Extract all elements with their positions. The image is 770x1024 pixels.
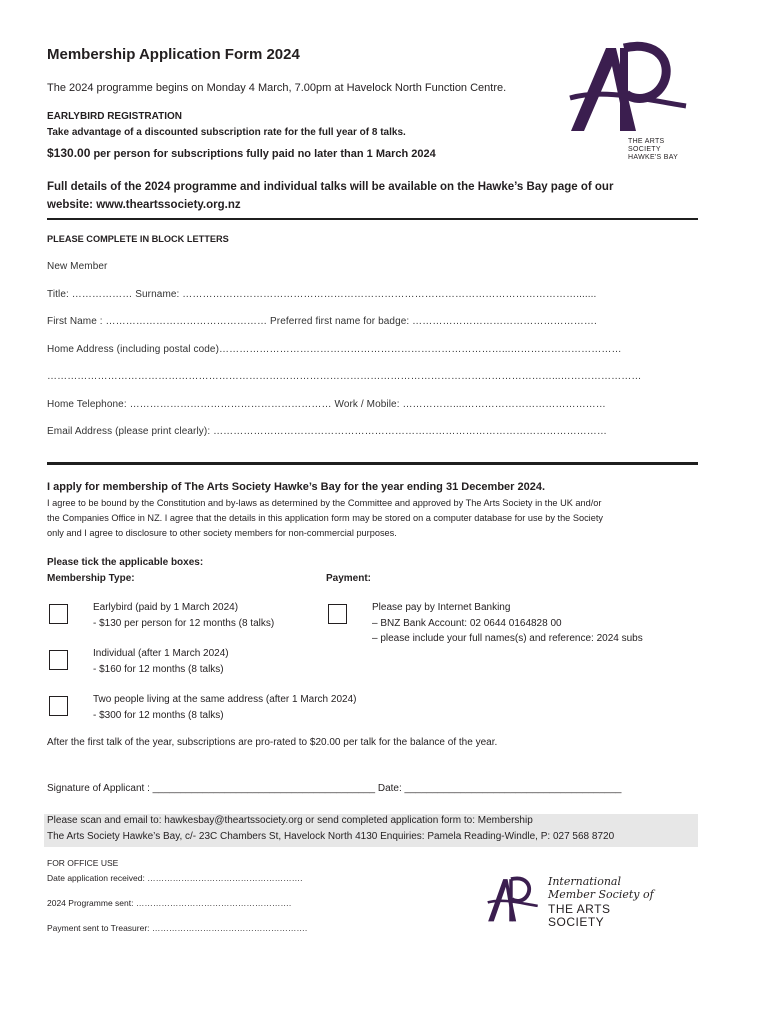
details-line2: website: www.theartssociety.org.nz: [47, 199, 241, 211]
earlybird-price: $130.00: [47, 146, 91, 160]
logo-member-society: Member Society of: [548, 888, 654, 901]
option-two-people-price: - $300 for 12 months (8 talks): [93, 710, 224, 721]
earlybird-price-rest: per person for subscriptions fully paid no later than 1 March 2024: [90, 148, 436, 160]
telephone-field[interactable]: Home Telephone: …………………………………………………… Work / Mobile: ……………....……………………………………: [47, 399, 606, 410]
option-earlybird-title: Earlybird (paid by 1 March 2024): [93, 602, 239, 613]
contact-line1: Please scan and email to: hawkesbay@theartssociety.org or send completed application form to: Membership: [47, 815, 533, 826]
payment-label: Payment:: [326, 573, 372, 584]
payment-reference: – please include your full names(s) and reference: 2024 subs: [372, 633, 643, 644]
divider-top: [47, 218, 698, 220]
payment-method: Please pay by Internet Banking: [372, 602, 511, 613]
arts-society-logo: [566, 36, 696, 166]
arts-society-monogram-small-icon: [484, 874, 544, 930]
earlybird-price-line: [47, 146, 436, 160]
tick-heading: Please tick the applicable boxes:: [47, 557, 204, 568]
internet-banking-checkbox[interactable]: [328, 604, 347, 624]
logo-line1: THE ARTS: [628, 138, 665, 145]
option-two-people-title: Two people living at the same address (after 1 March 2024): [93, 694, 357, 705]
email-field[interactable]: Email Address (please print clearly): ………………………………………………………………………………………………………: [47, 426, 607, 437]
logo-the-arts: THE ARTS: [548, 902, 611, 916]
payment-treasurer-field[interactable]: Payment sent to Treasurer: ……………………………………………….: [47, 923, 308, 933]
new-member-label: New Member: [47, 261, 108, 272]
membership-type-label: Membership Type:: [47, 573, 135, 584]
bank-account: – BNZ Bank Account: 02 0644 0164828 00: [372, 618, 562, 629]
prorata-note: After the first talk of the year, subscriptions are pro-rated to $20.00 per talk for the balance of the year.: [47, 737, 498, 748]
office-use-heading: FOR OFFICE USE: [47, 858, 119, 868]
block-letters-note: PLEASE COMPLETE IN BLOCK LETTERS: [47, 234, 229, 244]
logo-international: International: [548, 875, 621, 888]
logo-society: SOCIETY: [548, 915, 605, 929]
option-earlybird-price: - $130 per person for 12 months (8 talks): [93, 618, 275, 629]
earlybird-checkbox[interactable]: [49, 604, 68, 624]
first-name-field[interactable]: First Name : ………………………………………… Preferred first name for badge: ……………………………………………….: [47, 316, 597, 327]
logo-line2: SOCIETY: [628, 146, 661, 153]
signature-field[interactable]: Signature of Applicant : ________________________________________ Date: _______________________________________: [47, 783, 622, 794]
two-people-checkbox[interactable]: [49, 696, 68, 716]
home-address-field[interactable]: Home Address (including postal code)…………………………………………………………………………...……………………………: [47, 344, 622, 355]
apply-line1: I agree to be bound by the Constitution and by-laws as determined by the Committee and approved by The Arts Society in the UK and/or: [47, 498, 602, 508]
earlybird-line: Take advantage of a discounted subscription rate for the full year of 8 talks.: [47, 127, 406, 138]
divider-middle: [47, 462, 698, 465]
form-title: Membership Application Form 2024: [47, 46, 300, 63]
option-individual-price: - $160 for 12 months (8 talks): [93, 664, 224, 675]
earlybird-heading: EARLYBIRD REGISTRATION: [47, 111, 183, 122]
date-received-field[interactable]: Date application received: ……………………………………………….: [47, 873, 303, 883]
apply-line2: the Companies Office in NZ. I agree that the details in this application form may be stored on a computer database for use by the Society: [47, 513, 603, 523]
intro-text: The 2024 programme begins on Monday 4 March, 7.00pm at Havelock North Function Centre.: [47, 82, 507, 94]
title-surname-field[interactable]: Title: ……………… Surname: ……………………………………………………………………………………………………….......: [47, 289, 597, 300]
international-member-logo: [484, 874, 674, 934]
details-line1: Full details of the 2024 programme and individual talks will be available on the Hawke’s Bay page of our: [47, 181, 614, 193]
programme-sent-field[interactable]: 2024 Programme sent: ……………………………………………….: [47, 898, 292, 908]
apply-heading: I apply for membership of The Arts Society Hawke’s Bay for the year ending 31 December 2024.: [47, 481, 546, 493]
logo-line3: HAWKE'S BAY: [628, 154, 679, 161]
option-individual-title: Individual (after 1 March 2024): [93, 648, 229, 659]
individual-checkbox[interactable]: [49, 650, 68, 670]
contact-line2: The Arts Society Hawke’s Bay, c/- 23C Chambers St, Havelock North 4130 Enquiries: Pamela Reading-Windle, P: 027 568 8720: [47, 831, 615, 842]
address-continued-field[interactable]: ……………………………………………………………………………………………………………………………………...……………………: [47, 371, 642, 382]
apply-line3: only and I agree to disclosure to other society members for non-commercial purposes.: [47, 528, 397, 538]
